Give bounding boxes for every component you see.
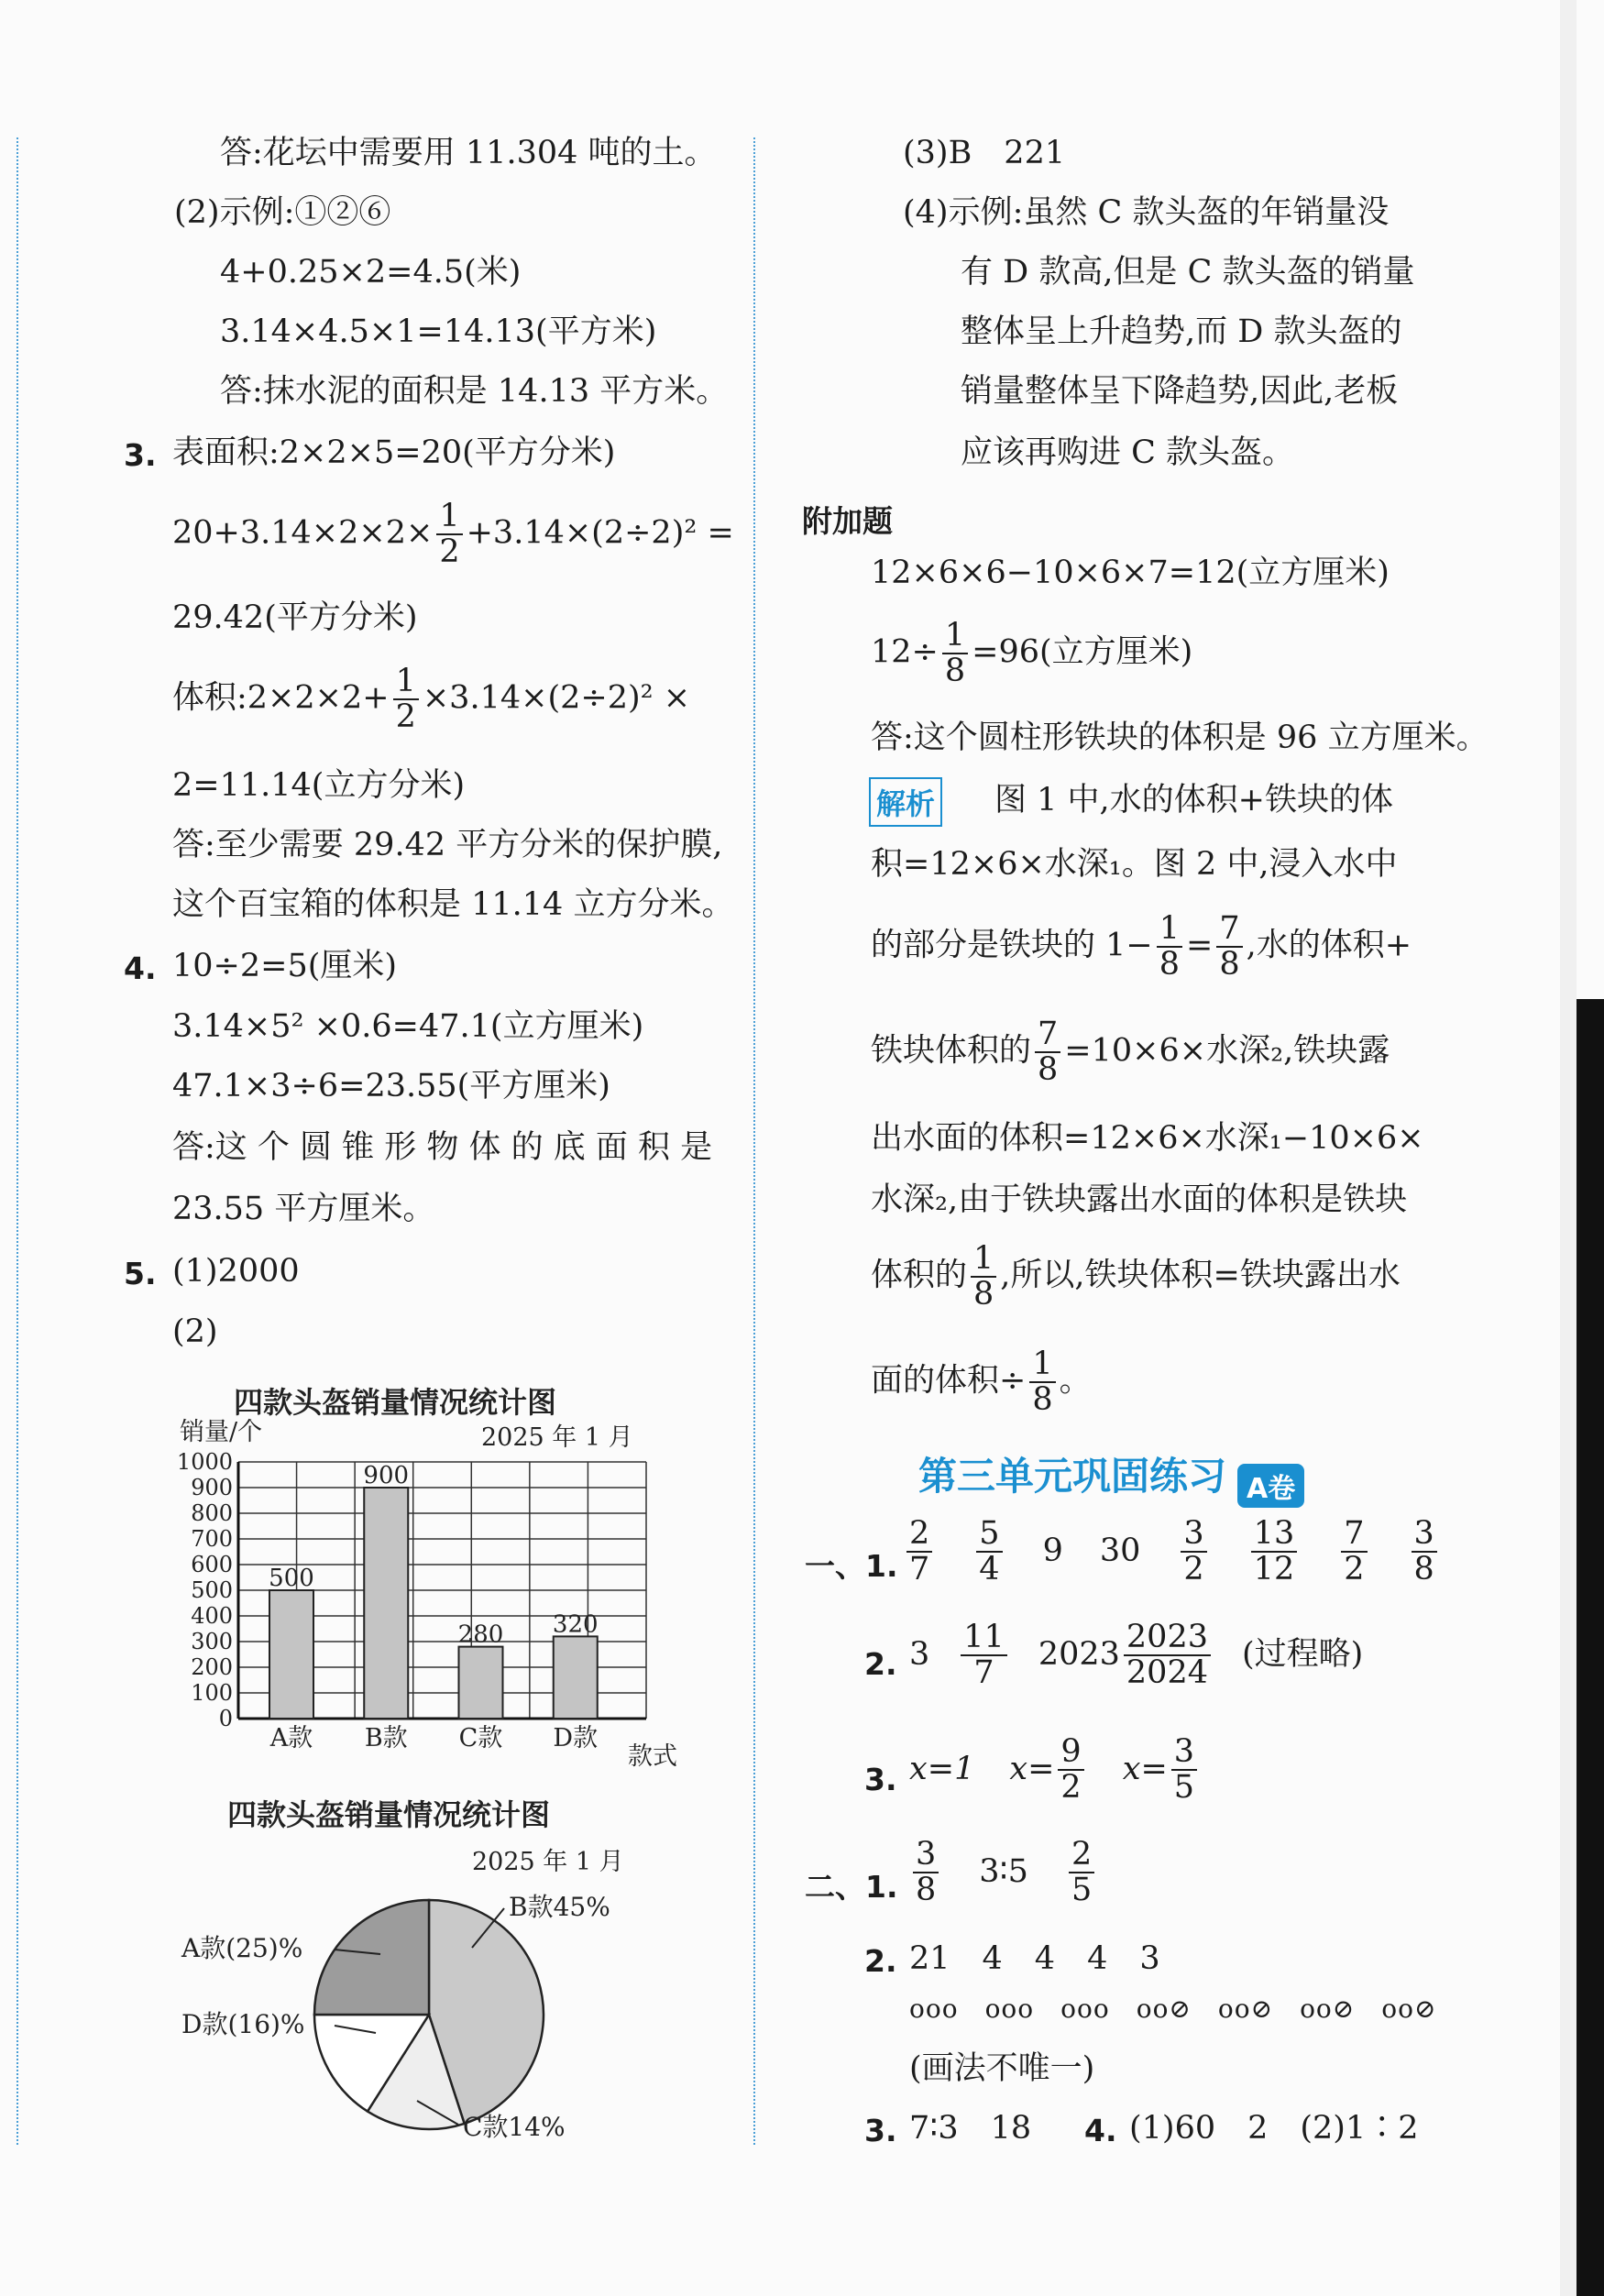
analysis-line: 面的体积÷ $\frac{1}{8}$ 。	[871, 1346, 1092, 1418]
section-label: 一、1.	[805, 1548, 898, 1584]
answer-line: 23.55 平方厘米。	[172, 1191, 435, 1227]
fraction: $\frac{9}{2}$	[1058, 1735, 1083, 1805]
x-tick-label: B款	[364, 1724, 408, 1752]
question-number: 2.	[864, 1646, 897, 1682]
fraction: $\frac{2}{5}$	[1069, 1838, 1094, 1907]
unit-badge: A卷	[1237, 1464, 1304, 1508]
answer-line: 47.1×3÷6=23.55(平方厘米)	[172, 1068, 610, 1104]
answer-row: 3 $\frac{11}{7}$ 2023 $\frac{2023}{2024}$ (过程略)	[909, 1619, 1364, 1691]
fraction: $\frac{1}{8}$	[971, 1242, 996, 1312]
y-tick-label: 500	[191, 1577, 233, 1603]
analysis-badge: 解析	[869, 777, 942, 827]
analysis-line: 积=12×6×水深₁。图 2 中,浸入水中	[871, 846, 1398, 883]
pie-slice-label: A款(25)%	[181, 1933, 303, 1963]
answer-line: 整体呈上升趋势,而 D 款头盔的	[961, 313, 1402, 350]
bar-chart-xlabel: 款式	[628, 1742, 677, 1771]
pie-chart	[156, 1833, 706, 2145]
answer-line: 3.14×5² ×0.6=47.1(立方厘米)	[172, 1008, 644, 1045]
fraction: $\frac{7}{8}$	[1216, 912, 1242, 982]
bar	[364, 1488, 408, 1719]
answer-line: 3.14×4.5×1=14.13(平方米)	[220, 313, 657, 350]
answer-line: 2=11.14(立方分米)	[172, 767, 466, 804]
answer-line: 销量整体呈下降趋势,因此,老板	[961, 373, 1399, 410]
fraction: $\frac{1}{2}$	[393, 665, 419, 734]
fraction: $\frac{1}{8}$	[942, 619, 968, 688]
answer-line: (画法不唯一)	[909, 2050, 1095, 2087]
bar-value-label: 500	[269, 1565, 314, 1592]
question-number: 3.	[124, 437, 157, 473]
y-tick-label: 200	[191, 1654, 233, 1680]
answer-line: 有 D 款高,但是 C 款头盔的销量	[961, 254, 1415, 291]
y-tick-label: 800	[191, 1500, 233, 1526]
answer-line: 20+3.14×2×2× $\frac{1}{2}$ +3.14×(2÷2)² =	[172, 498, 734, 570]
answer-line: (2)	[172, 1313, 218, 1350]
pie-slice	[314, 1900, 429, 2015]
answer-value: 30	[1099, 1532, 1141, 1570]
fraction: $\frac{13}{12}$	[1251, 1517, 1298, 1587]
answer-line: 29.42(平方分米)	[172, 599, 418, 636]
x-tick-label: C款	[458, 1724, 503, 1752]
y-tick-label: 100	[191, 1680, 233, 1706]
answer-line: 这个百宝箱的体积是 11.14 立方分米。	[172, 886, 734, 923]
section-title-extra: 附加题	[802, 503, 893, 539]
answer-line: (1)2000	[172, 1253, 300, 1290]
bar-value-label: 280	[457, 1620, 504, 1649]
answer-line: 4+0.25×2=4.5(米)	[220, 254, 522, 291]
analysis-line: 出水面的体积=12×6×水深₁−10×6×	[871, 1120, 1424, 1157]
fraction: $\frac{2023}{2024}$	[1124, 1620, 1211, 1690]
fraction: $\frac{1}{2}$	[436, 500, 462, 569]
answer-row: $\frac{3}{8}$ 3∶5 $\frac{2}{5}$	[909, 1838, 1098, 1907]
answer-line: (4)示例:虽然 C 款头盔的年销量没	[903, 194, 1390, 231]
pie-slice-label: C款14%	[463, 2112, 566, 2142]
bar-value-label: 320	[552, 1610, 599, 1639]
question-number: 4.	[124, 950, 157, 986]
pie-slice-label: B款45%	[509, 1892, 610, 1922]
answer-line: 7∶3 18	[909, 2110, 1032, 2147]
analysis-line: 体积的 $\frac{1}{8}$ ,所以,铁块体积=铁块露出水	[871, 1240, 1401, 1313]
answer-row: x=1 x= $\frac{9}{2}$ x= $\frac{3}{5}$	[909, 1735, 1201, 1805]
question-number: 5.	[124, 1256, 157, 1291]
answer-line: (3)B 221	[903, 135, 1066, 171]
bar-chart-ylabel: 销量/个	[180, 1418, 263, 1446]
fraction: $\frac{3}{2}$	[1181, 1517, 1206, 1587]
fraction: $\frac{7}{2}$	[1341, 1517, 1367, 1587]
answer-line: 体积:2×2×2+ $\frac{1}{2}$ ×3.14×(2÷2)² ×	[172, 663, 691, 735]
unit-heading: 第三单元巩固练习 A卷	[918, 1446, 1304, 1508]
answer-line: 答:这 个 圆 锥 形 物 体 的 底 面 积 是	[172, 1129, 713, 1166]
pie-chart-marks	[181, 1892, 610, 2142]
bar-chart-subtitle: 2025 年 1 月	[481, 1423, 633, 1452]
bar-value-label: 900	[363, 1462, 410, 1489]
bar-chart-marks	[269, 1462, 598, 1752]
answer-line: (2)示例:①②⑥	[174, 194, 391, 231]
fraction: $\frac{1}{8}$	[1029, 1347, 1055, 1417]
answer-line: 21 4 4 4 3	[909, 1940, 1160, 1977]
y-tick-label: 600	[191, 1552, 233, 1577]
answer-line: 应该再购进 C 款头盔。	[961, 434, 1295, 471]
answer-row	[903, 1517, 1441, 1587]
pie-chart-title: 四款头盔销量情况统计图	[227, 1797, 551, 1832]
circle-drawing: ooo ooo ooo oo⊘ oo⊘ oo⊘ oo⊘	[909, 1994, 1437, 2024]
fraction: $\frac{2}{7}$	[906, 1517, 932, 1587]
y-tick-label: 0	[218, 1706, 233, 1731]
answer-line: 答:至少需要 29.42 平方分米的保护膜,	[172, 827, 723, 863]
answer-line: 12×6×6−10×6×7=12(立方厘米)	[871, 555, 1390, 591]
question-number: 3.	[864, 2113, 897, 2148]
x-tick-label: A款	[269, 1724, 313, 1752]
analysis-line: 铁块体积的 $\frac{7}{8}$ =10×6×水深₂,铁块露	[871, 1016, 1390, 1088]
pie-slice-label: D款(16)%	[181, 2009, 305, 2039]
y-tick-label: 1000	[176, 1449, 233, 1475]
bar-chart-title: 四款头盔销量情况统计图	[234, 1385, 557, 1420]
page-shadow	[1560, 0, 1577, 2296]
fraction: $\frac{7}{8}$	[1035, 1017, 1060, 1087]
answer-line: 表面积:2×2×5=20(平方分米)	[172, 434, 616, 471]
answer-value: 9	[1042, 1532, 1063, 1570]
y-tick-label: 400	[191, 1603, 233, 1629]
analysis-line: 水深₂,由于铁块露出水面的体积是铁块	[871, 1181, 1408, 1218]
answer-line: (1)60 2 (2)1∶2	[1129, 2110, 1419, 2147]
question-number: 4.	[1084, 2113, 1117, 2148]
answer-line: 答:这个圆柱形铁块的体积是 96 立方厘米。	[871, 720, 1489, 756]
left-margin-line	[16, 137, 18, 2145]
column-divider	[753, 137, 755, 2145]
fraction: $\frac{5}{4}$	[976, 1517, 1002, 1587]
pie-chart-subtitle: 2025 年 1 月	[472, 1848, 624, 1876]
x-tick-label: D款	[553, 1724, 599, 1752]
bar	[459, 1647, 503, 1719]
bar	[554, 1636, 598, 1719]
answer-line: 答:抹水泥的面积是 14.13 平方米。	[220, 373, 729, 410]
section-label: 二、1.	[805, 1869, 898, 1905]
y-tick-label: 900	[191, 1475, 233, 1500]
fraction: $\frac{3}{8}$	[913, 1838, 939, 1907]
bar-chart	[165, 1416, 715, 1783]
y-tick-label: 300	[191, 1629, 233, 1654]
fraction: $\frac{11}{7}$	[961, 1620, 1007, 1690]
analysis-line: 图 1 中,水的体积+铁块的体	[994, 782, 1393, 818]
question-number: 3.	[864, 1762, 897, 1797]
fraction: $\frac{3}{8}$	[1412, 1517, 1437, 1587]
bar	[269, 1590, 313, 1719]
answer-line: 12÷ $\frac{1}{8}$ =96(立方厘米)	[871, 617, 1193, 689]
analysis-line: 的部分是铁块的 1− $\frac{1}{8}$ = $\frac{7}{8}$ ,水的体积+	[871, 910, 1412, 983]
fraction: $\frac{3}{5}$	[1171, 1735, 1197, 1805]
answer-line: 10÷2=5(厘米)	[172, 948, 398, 984]
answer-line: 答:花坛中需要用 11.304 吨的土。	[220, 135, 717, 171]
page-edge	[1577, 999, 1604, 2296]
question-number: 2.	[864, 1943, 897, 1979]
fraction: $\frac{1}{8}$	[1157, 912, 1182, 982]
y-tick-label: 700	[191, 1526, 233, 1552]
